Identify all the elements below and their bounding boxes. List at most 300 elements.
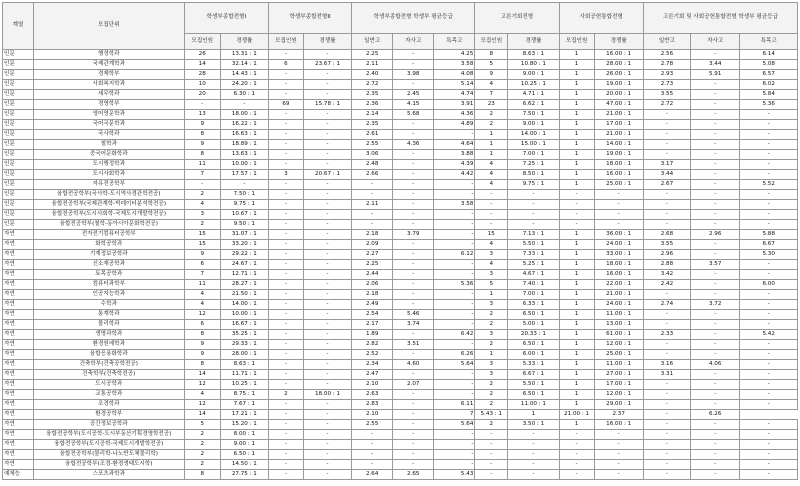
cell-quota-4: 2 <box>475 420 508 430</box>
cell-grade-private: 2.65 <box>393 470 434 480</box>
cell-quota-5: 1 <box>559 250 594 260</box>
cell-track: 자연 <box>3 400 34 410</box>
cell-quota-1: 8 <box>184 360 220 370</box>
cell-rate-4: 9.00 : 1 <box>508 70 559 80</box>
cell-grade-private: - <box>393 260 434 270</box>
cell-quota-2: - <box>268 230 303 240</box>
cell-quota-1: - <box>184 100 220 110</box>
cell-unit: 도시사회학과 <box>33 170 184 180</box>
cell-quota-4: 4 <box>475 80 508 90</box>
cell-rate-2: - <box>303 160 351 170</box>
cell-rate-2: - <box>303 400 351 410</box>
cell-grade2-general: 2.74 <box>643 300 690 310</box>
cell-unit: 인공지능학과 <box>33 290 184 300</box>
cell-grade2-general: - <box>643 340 690 350</box>
cell-grade2-private: - <box>691 200 740 210</box>
table-row <box>3 340 798 350</box>
cell-quota-2: - <box>268 70 303 80</box>
cell-grade-general: 2.55 <box>352 140 393 150</box>
cell-grade-special: 4.36 <box>434 110 475 120</box>
cell-grade-private: - <box>393 240 434 250</box>
cell-rate-5: 13.00 : 1 <box>594 320 643 330</box>
cell-rate-5: 2.37 <box>594 410 643 420</box>
cell-grade-private: 5.68 <box>393 110 434 120</box>
table-row <box>3 350 798 360</box>
cell-rate-5: - <box>594 430 643 440</box>
table-row <box>3 330 798 340</box>
cell-quota-4: 2 <box>475 310 508 320</box>
cell-unit: 국어국문학과 <box>33 120 184 130</box>
cell-grade2-general: 2.88 <box>643 260 690 270</box>
cell-grade2-general: 2.56 <box>643 50 690 60</box>
cell-quota-5: 1 <box>559 370 594 380</box>
cell-quota-2: - <box>268 330 303 340</box>
cell-grade2-special: - <box>740 160 798 170</box>
cell-quota-2: - <box>268 130 303 140</box>
cell-grade-special: 4.39 <box>434 160 475 170</box>
cell-grade-special: - <box>434 340 475 350</box>
table-row <box>3 90 798 100</box>
cell-rate-4: 6.50 : 1 <box>508 310 559 320</box>
cell-quota-5: - <box>559 450 594 460</box>
cell-grade2-private: 5.91 <box>691 70 740 80</box>
cell-rate-4: 5.50 : 1 <box>508 380 559 390</box>
cell-grade2-private: 3.57 <box>691 260 740 270</box>
cell-grade-private: - <box>393 460 434 470</box>
cell-grade-private: 2.45 <box>393 90 434 100</box>
table-row <box>3 470 798 480</box>
cell-rate-4: 7.25 : 1 <box>508 160 559 170</box>
table-row <box>3 100 798 110</box>
cell-rate-5: 25.00 : 1 <box>594 180 643 190</box>
cell-grade2-special: 6.67 <box>740 240 798 250</box>
cell-rate-2: - <box>303 220 351 230</box>
cell-rate-2: - <box>303 80 351 90</box>
table-row <box>3 380 798 390</box>
cell-grade-special: - <box>434 290 475 300</box>
cell-quota-1: 8 <box>184 330 220 340</box>
cell-rate-5: 16.00 : 1 <box>594 50 643 60</box>
cell-grade2-special: 5.88 <box>740 230 798 240</box>
cell-grade2-special: 5.08 <box>740 60 798 70</box>
cell-grade2-special: 6.00 <box>740 280 798 290</box>
cell-grade-special: - <box>434 220 475 230</box>
cell-rate-4: 20.33 : 1 <box>508 330 559 340</box>
table-row <box>3 190 798 200</box>
cell-grade2-special: 5.42 <box>740 330 798 340</box>
cell-rate-4: 1 <box>508 410 559 420</box>
cell-quota-5: 1 <box>559 180 594 190</box>
cell-quota-4: 1 <box>475 140 508 150</box>
cell-grade2-general: 3.55 <box>643 240 690 250</box>
cell-grade-private: 4.15 <box>393 100 434 110</box>
cell-grade2-special: - <box>740 470 798 480</box>
cell-rate-5: 22.00 : 1 <box>594 280 643 290</box>
cell-rate-4: 8.63 : 1 <box>508 50 559 60</box>
cell-quota-2: 6 <box>268 60 303 70</box>
cell-grade-private: - <box>393 300 434 310</box>
cell-rate-2: - <box>303 180 351 190</box>
cell-quota-5: 1 <box>559 120 594 130</box>
cell-quota-4: 3 <box>475 330 508 340</box>
cell-grade2-general: 2.73 <box>643 80 690 90</box>
cell-rate-2: - <box>303 450 351 460</box>
cell-quota-4: 15 <box>475 230 508 240</box>
cell-quota-5: 1 <box>559 360 594 370</box>
cell-rate-1: 13.31 : 1 <box>220 50 268 60</box>
cell-grade-special: 5.64 <box>434 360 475 370</box>
cell-grade2-private: - <box>691 380 740 390</box>
cell-grade2-special: - <box>740 170 798 180</box>
cell-grade2-general: 2.96 <box>643 250 690 260</box>
cell-grade2-special: - <box>740 400 798 410</box>
table-row <box>3 250 798 260</box>
cell-grade-general: 2.09 <box>352 240 393 250</box>
cell-grade-general: 2.61 <box>352 130 393 140</box>
cell-rate-5: 16.00 : 1 <box>594 170 643 180</box>
cell-grade2-private: - <box>691 150 740 160</box>
cell-grade-private: - <box>393 50 434 60</box>
cell-rate-1: 15.20 : 1 <box>220 420 268 430</box>
cell-quota-5: 1 <box>559 60 594 70</box>
cell-track: 인문 <box>3 150 34 160</box>
cell-rate-2: - <box>303 210 351 220</box>
cell-rate-5: - <box>594 190 643 200</box>
cell-quota-2: - <box>268 160 303 170</box>
header-track: 계열 <box>3 3 34 50</box>
cell-grade2-private: - <box>691 250 740 260</box>
cell-grade2-general: 3.31 <box>643 370 690 380</box>
cell-grade2-private: - <box>691 320 740 330</box>
cell-quota-5: 1 <box>559 280 594 290</box>
cell-unit: 경영학부 <box>33 100 184 110</box>
cell-grade-private: - <box>393 400 434 410</box>
cell-quota-5: 1 <box>559 240 594 250</box>
cell-quota-4: - <box>475 470 508 480</box>
cell-rate-5: 20.00 : 1 <box>594 90 643 100</box>
cell-grade2-general: 2.33 <box>643 330 690 340</box>
cell-grade2-special: 6.14 <box>740 50 798 60</box>
cell-rate-2: - <box>303 460 351 470</box>
cell-grade-special: 3.58 <box>434 200 475 210</box>
cell-rate-1: 13.63 : 1 <box>220 150 268 160</box>
cell-rate-5: - <box>594 450 643 460</box>
admissions-table <box>2 2 798 480</box>
cell-rate-4: - <box>508 440 559 450</box>
cell-grade-general: - <box>352 440 393 450</box>
cell-quota-5: - <box>559 440 594 450</box>
cell-quota-4: 1 <box>475 150 508 160</box>
cell-rate-5: - <box>594 470 643 480</box>
cell-quota-2: - <box>268 210 303 220</box>
cell-quota-2: 2 <box>268 390 303 400</box>
cell-rate-4: 7.50 : 1 <box>508 110 559 120</box>
cell-rate-4: 5.25 : 1 <box>508 260 559 270</box>
cell-unit: 물리학과 <box>33 320 184 330</box>
sub-header: 경쟁률 <box>220 34 268 50</box>
cell-quota-5: 1 <box>559 110 594 120</box>
cell-quota-1: - <box>184 180 220 190</box>
cell-rate-2: - <box>303 260 351 270</box>
cell-rate-2: - <box>303 230 351 240</box>
cell-rate-2: - <box>303 150 351 160</box>
cell-grade2-private: - <box>691 90 740 100</box>
cell-quota-4: - <box>475 200 508 210</box>
cell-track: 자연 <box>3 290 34 300</box>
cell-grade2-general: 2.42 <box>643 280 690 290</box>
header-group-3: 학생부종합전형 학생부 평균등급 <box>352 3 475 34</box>
cell-rate-4: 7.40 : 1 <box>508 280 559 290</box>
cell-grade-general: 2.10 <box>352 410 393 420</box>
cell-rate-2: 23.67 : 1 <box>303 60 351 70</box>
cell-grade2-private: - <box>691 370 740 380</box>
cell-track: 자연 <box>3 320 34 330</box>
cell-grade-general: 2.06 <box>352 280 393 290</box>
cell-quota-5: 1 <box>559 300 594 310</box>
cell-quota-2: - <box>268 110 303 120</box>
cell-rate-2: - <box>303 200 351 210</box>
cell-grade-general: 2.47 <box>352 370 393 380</box>
cell-grade-special: 5.36 <box>434 280 475 290</box>
cell-grade2-private: - <box>691 120 740 130</box>
cell-grade-private: - <box>393 210 434 220</box>
cell-grade-private: - <box>393 370 434 380</box>
cell-quota-1: 10 <box>184 80 220 90</box>
cell-unit: 융합전공학부(도시공학-도시부동산기획경영학전공) <box>33 430 184 440</box>
cell-grade-special: 5.64 <box>434 420 475 430</box>
cell-grade-private: - <box>393 220 434 230</box>
cell-rate-2: 15.78 : 1 <box>303 100 351 110</box>
cell-rate-2: - <box>303 250 351 260</box>
cell-track: 자연 <box>3 260 34 270</box>
cell-unit: 융합응용화학과 <box>33 350 184 360</box>
sub-header: 모집인원 <box>184 34 220 50</box>
cell-rate-5: 61.00 : 1 <box>594 330 643 340</box>
cell-grade2-general: - <box>643 440 690 450</box>
cell-unit: 자유전공학부 <box>33 180 184 190</box>
cell-grade-general: 2.55 <box>352 420 393 430</box>
cell-track: 자연 <box>3 230 34 240</box>
cell-quota-4: 3 <box>475 270 508 280</box>
cell-rate-5: 33.00 : 1 <box>594 250 643 260</box>
header-group-2: 학생부종합전형II <box>268 3 351 34</box>
cell-quota-2: - <box>268 370 303 380</box>
cell-quota-5: - <box>559 430 594 440</box>
cell-grade2-private: - <box>691 390 740 400</box>
cell-rate-1: 14.00 : 1 <box>220 300 268 310</box>
cell-grade2-general: 3.16 <box>643 360 690 370</box>
cell-rate-2: - <box>303 440 351 450</box>
cell-track: 자연 <box>3 300 34 310</box>
cell-track: 인문 <box>3 120 34 130</box>
cell-quota-1: 9 <box>184 250 220 260</box>
cell-grade2-special: - <box>740 150 798 160</box>
cell-grade2-general: - <box>643 130 690 140</box>
cell-rate-2: - <box>303 70 351 80</box>
cell-grade-special: 6.42 <box>434 330 475 340</box>
cell-grade2-special: - <box>740 360 798 370</box>
cell-quota-1: 2 <box>184 440 220 450</box>
cell-rate-4: 6.50 : 1 <box>508 340 559 350</box>
cell-unit: 영어영문학과 <box>33 110 184 120</box>
cell-quota-1: 26 <box>184 50 220 60</box>
cell-quota-5: 1 <box>559 100 594 110</box>
cell-quota-1: 12 <box>184 400 220 410</box>
cell-grade2-special: - <box>740 120 798 130</box>
cell-grade2-private: - <box>691 50 740 60</box>
cell-unit: 융합전공학부(국제관계학-빅데이터분석학전공) <box>33 200 184 210</box>
cell-quota-1: 2 <box>184 430 220 440</box>
cell-quota-5: - <box>559 210 594 220</box>
cell-rate-2: - <box>303 280 351 290</box>
sub-header: 자사고 <box>691 34 740 50</box>
cell-grade-private: 4.60 <box>393 360 434 370</box>
cell-quota-5: 1 <box>559 80 594 90</box>
cell-quota-2: - <box>268 430 303 440</box>
cell-grade2-special: - <box>740 460 798 470</box>
cell-track: 예체능 <box>3 470 34 480</box>
cell-quota-2: - <box>268 450 303 460</box>
cell-unit: 국제관계학과 <box>33 60 184 70</box>
cell-grade-private: - <box>393 270 434 280</box>
cell-quota-4: - <box>475 220 508 230</box>
cell-rate-1: 35.25 : 1 <box>220 330 268 340</box>
cell-grade2-private: - <box>691 220 740 230</box>
cell-rate-1: 18.00 : 1 <box>220 110 268 120</box>
cell-rate-2: - <box>303 50 351 60</box>
cell-rate-5: 12.00 : 1 <box>594 390 643 400</box>
cell-quota-4: 1 <box>475 130 508 140</box>
cell-rate-4: 11.00 : 1 <box>508 400 559 410</box>
cell-rate-4: 7.00 : 1 <box>508 150 559 160</box>
cell-rate-4: 5.00 : 1 <box>508 320 559 330</box>
cell-quota-1: 7 <box>184 270 220 280</box>
cell-track: 인문 <box>3 90 34 100</box>
cell-rate-5: 17.00 : 1 <box>594 380 643 390</box>
cell-grade-general: 2.48 <box>352 160 393 170</box>
cell-quota-2: - <box>268 80 303 90</box>
cell-grade-private: - <box>393 330 434 340</box>
cell-rate-1: 24.67 : 1 <box>220 260 268 270</box>
cell-grade-private: - <box>393 200 434 210</box>
cell-grade-private: 2.07 <box>393 380 434 390</box>
header-row-groups <box>3 3 798 34</box>
cell-grade2-general: 2.67 <box>643 180 690 190</box>
cell-unit: 환경공학부 <box>33 410 184 420</box>
cell-unit: 사회복지학과 <box>33 80 184 90</box>
cell-quota-2: - <box>268 240 303 250</box>
cell-quota-1: 4 <box>184 390 220 400</box>
cell-quota-2: - <box>268 50 303 60</box>
cell-track: 자연 <box>3 280 34 290</box>
cell-rate-5: 11.00 : 1 <box>594 310 643 320</box>
cell-rate-1: 31.07 : 1 <box>220 230 268 240</box>
cell-grade-private: - <box>393 150 434 160</box>
cell-rate-1: 11.71 : 1 <box>220 370 268 380</box>
table-row <box>3 390 798 400</box>
cell-track: 자연 <box>3 240 34 250</box>
cell-grade-private: 5.46 <box>393 310 434 320</box>
cell-unit: 융합전공학부(조경-환경생태도시학) <box>33 460 184 470</box>
sub-header: 특목고 <box>434 34 475 50</box>
cell-rate-4: 10.25 : 1 <box>508 80 559 90</box>
cell-rate-2: - <box>303 330 351 340</box>
cell-grade-general: 2.14 <box>352 110 393 120</box>
cell-quota-4: 3 <box>475 370 508 380</box>
cell-grade2-general: - <box>643 120 690 130</box>
cell-quota-2: - <box>268 320 303 330</box>
cell-rate-1: 9.50 : 1 <box>220 220 268 230</box>
cell-rate-5: - <box>594 220 643 230</box>
cell-rate-1: 16.63 : 1 <box>220 130 268 140</box>
cell-grade2-general: 3.42 <box>643 270 690 280</box>
cell-quota-4: - <box>475 430 508 440</box>
cell-grade2-general: - <box>643 220 690 230</box>
cell-track: 인문 <box>3 210 34 220</box>
cell-grade2-general: - <box>643 310 690 320</box>
header-group-1: 학생부종합전형I <box>184 3 268 34</box>
cell-track: 자연 <box>3 350 34 360</box>
cell-unit: 행정학과 <box>33 50 184 60</box>
cell-rate-1: 8.63 : 1 <box>220 360 268 370</box>
cell-grade-special: - <box>434 230 475 240</box>
cell-track: 자연 <box>3 410 34 420</box>
cell-quota-4: 2 <box>475 320 508 330</box>
cell-quota-4: 4 <box>475 240 508 250</box>
cell-rate-4: 4.71 : 1 <box>508 90 559 100</box>
cell-grade2-private: - <box>691 400 740 410</box>
cell-quota-5: - <box>559 200 594 210</box>
cell-track: 자연 <box>3 310 34 320</box>
table-row <box>3 410 798 420</box>
sub-header: 자사고 <box>393 34 434 50</box>
cell-grade-special: 4.25 <box>434 50 475 60</box>
cell-rate-2: - <box>303 380 351 390</box>
cell-grade-general: 3.06 <box>352 150 393 160</box>
cell-rate-5: - <box>594 460 643 470</box>
cell-rate-4: 7.33 : 1 <box>508 250 559 260</box>
cell-grade-general: 2.34 <box>352 360 393 370</box>
cell-track: 자연 <box>3 390 34 400</box>
cell-rate-5: 36.00 : 1 <box>594 230 643 240</box>
cell-quota-1: 12 <box>184 380 220 390</box>
cell-quota-2: - <box>268 290 303 300</box>
cell-quota-1: 9 <box>184 350 220 360</box>
cell-rate-4: 6.50 : 1 <box>508 390 559 400</box>
table-row <box>3 240 798 250</box>
table-row <box>3 110 798 120</box>
cell-grade-special: - <box>434 380 475 390</box>
table-row <box>3 60 798 70</box>
table-row <box>3 450 798 460</box>
cell-grade-special: - <box>434 440 475 450</box>
cell-grade2-private: 3.72 <box>691 300 740 310</box>
cell-quota-1: 9 <box>184 120 220 130</box>
cell-unit: 중국어문화학과 <box>33 150 184 160</box>
cell-grade-general: 2.72 <box>352 80 393 90</box>
cell-unit: 건축학부(건축학전공) <box>33 370 184 380</box>
cell-unit: 도시공학과 <box>33 380 184 390</box>
table-row <box>3 180 798 190</box>
cell-quota-5: 1 <box>559 310 594 320</box>
cell-rate-5: 16.00 : 1 <box>594 420 643 430</box>
cell-rate-5: 18.00 : 1 <box>594 260 643 270</box>
cell-quota-5: 1 <box>559 150 594 160</box>
cell-grade2-special: 6.57 <box>740 70 798 80</box>
cell-quota-4: 3 <box>475 250 508 260</box>
cell-unit: 기계정보공학과 <box>33 250 184 260</box>
cell-quota-5: 1 <box>559 170 594 180</box>
